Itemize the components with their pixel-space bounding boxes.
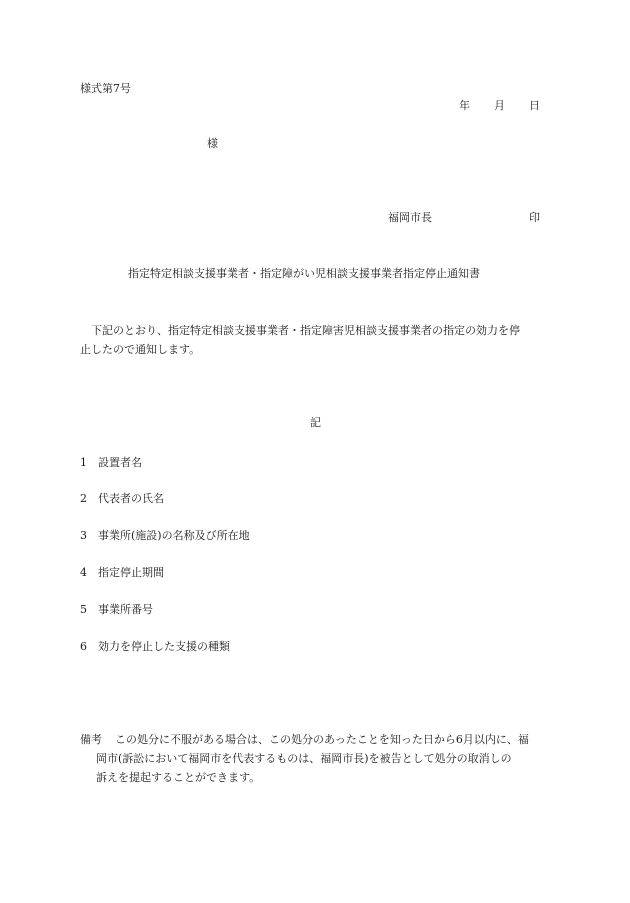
item-label: 代表者の氏名	[98, 492, 164, 505]
issuer-name: 福岡市長	[388, 211, 432, 224]
item-number: 3	[80, 529, 87, 542]
item-number: 4	[80, 566, 87, 579]
remarks-label: 備考	[80, 733, 102, 746]
remarks-line-1: この処分に不服がある場合は、この処分のあったことを知った日から6月以内に、福	[115, 733, 529, 746]
list-item	[80, 529, 250, 543]
item-label: 指定停止期間	[98, 566, 164, 579]
date-year-label: 年	[459, 99, 470, 112]
form-number: 様式第7号	[80, 82, 131, 95]
item-label: 設置者名	[98, 456, 142, 469]
remarks-line-2: 岡市(訴訟において福岡市を代表するものは、福岡市長)を被告として処分の取消しの	[96, 752, 512, 765]
list-item	[80, 640, 230, 654]
list-item	[80, 492, 164, 506]
item-label: 事業所(施設)の名称及び所在地	[98, 529, 250, 542]
document-title: 指定特定相談支援事業者・指定障がい児相談支援事業者指定停止通知書	[128, 267, 480, 280]
item-number: 6	[80, 640, 87, 653]
seal-mark: 印	[529, 211, 540, 224]
item-number: 1	[80, 456, 87, 469]
ki-heading: 記	[310, 416, 321, 429]
item-label: 効力を停止した支援の種類	[98, 640, 230, 653]
item-number: 2	[80, 492, 87, 505]
date-month-label: 月	[494, 99, 505, 112]
body-line-2: 止したので通知します。	[80, 343, 201, 356]
date-day-label: 日	[529, 99, 540, 112]
item-number: 5	[80, 603, 87, 616]
list-item	[80, 566, 164, 580]
list-item	[80, 456, 142, 470]
list-item	[80, 603, 153, 617]
item-label: 事業所番号	[98, 603, 153, 616]
remarks-line-3: 訴えを提起することができます。	[96, 771, 261, 784]
body-line-1: 下記のとおり、指定特定相談支援事業者・指定障害児相談支援事業者の指定の効力を停	[91, 324, 520, 337]
addressee-suffix: 様	[207, 137, 218, 150]
